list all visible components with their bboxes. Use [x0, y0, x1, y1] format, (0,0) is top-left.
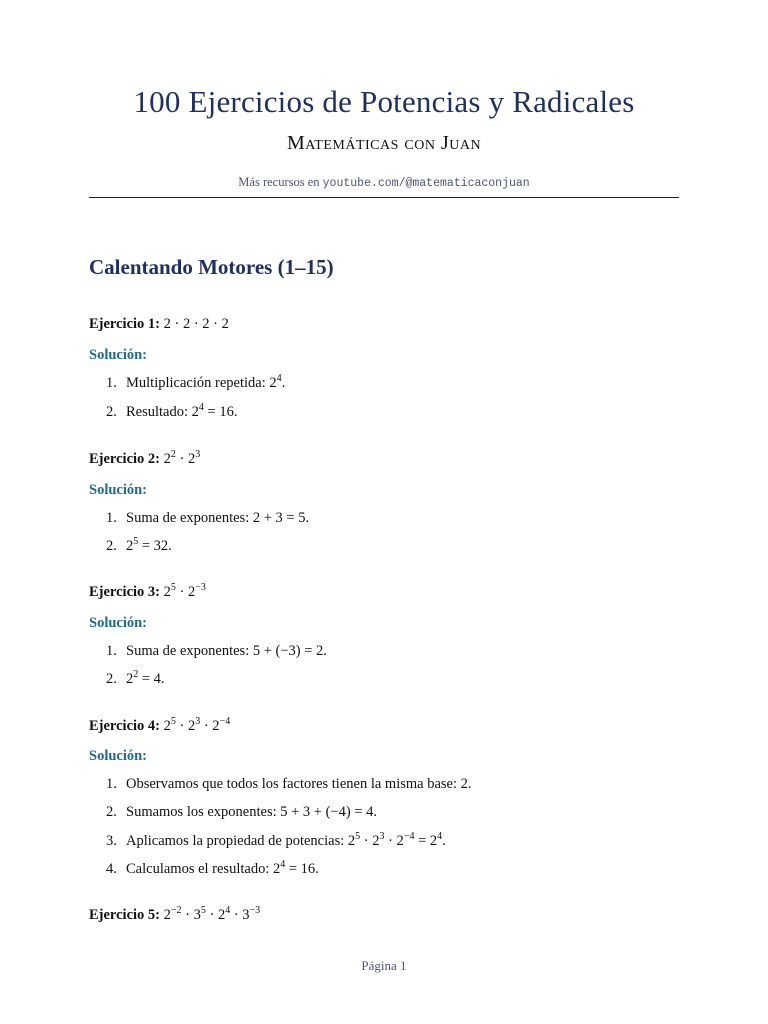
step-number: 4. — [106, 861, 117, 877]
step-text: Calculamos el resultado: $2^4 = 16$. — [126, 859, 319, 877]
page-number: Página 1 — [361, 958, 407, 973]
exercise-5 — [89, 907, 260, 924]
solution-step — [106, 404, 237, 421]
exercise-expression: 2 · 2 · 2 · 2 — [163, 316, 229, 332]
solution-step — [106, 833, 446, 850]
exercise-label: Ejercicio 5: — [89, 907, 160, 923]
resources-line — [0, 175, 768, 190]
step-text: Sumamos los exponentes: 5 + 3 + (−4) = 4. — [126, 804, 377, 820]
exercise-2 — [89, 451, 200, 468]
exercise-1 — [89, 316, 229, 333]
solution-step — [106, 510, 309, 527]
solution-step — [106, 776, 472, 793]
exercise-label: Ejercicio 4: — [89, 718, 160, 734]
step-number: 2. — [106, 404, 117, 420]
resources-prefix: Más recursos en — [238, 175, 320, 189]
step-text: $2^5 = 32$. — [126, 536, 172, 554]
step-text: Suma de exponentes: 5 + (−3) = 2. — [126, 643, 327, 659]
resources-link[interactable]: youtube.com/@matematicaconjuan — [322, 177, 530, 190]
step-number: 1. — [106, 375, 117, 391]
solution-label: Solución: — [89, 347, 148, 363]
step-number: 2. — [106, 538, 117, 554]
exercise-expression: $2^5 \cdot 2^3 \cdot 2^{-4}$ — [163, 716, 231, 734]
document-subtitle: Matemáticas con Juan — [286, 132, 482, 154]
section-title: Calentando Motores (1–15) — [89, 255, 334, 279]
solution-step — [106, 643, 327, 660]
exercise-3 — [89, 584, 206, 601]
solution-step — [106, 375, 285, 392]
solution-step — [106, 861, 319, 878]
step-number: 1. — [106, 643, 117, 659]
exercise-label: Ejercicio 3: — [89, 584, 160, 600]
solution-step — [106, 804, 377, 821]
exercise-4 — [89, 718, 230, 735]
header-rule — [89, 197, 679, 198]
exercise-label: Ejercicio 2: — [89, 451, 160, 467]
step-number: 1. — [106, 776, 117, 792]
solution-step — [106, 538, 172, 555]
step-text: $2^2 = 4$. — [126, 669, 165, 687]
solution-step — [106, 671, 165, 688]
document-title: 100 Ejercicios de Potencias y Radicales — [133, 84, 635, 119]
step-text: Suma de exponentes: 2 + 3 = 5. — [126, 510, 310, 526]
step-number: 3. — [106, 833, 117, 849]
step-number: 1. — [106, 510, 117, 526]
solution-label: Solución: — [89, 748, 148, 764]
step-text: Resultado: $2^4 = 16$. — [126, 402, 238, 420]
step-number: 2. — [106, 804, 117, 820]
solution-label: Solución: — [89, 482, 148, 498]
exercise-expression: $2^{-2} \cdot 3^5 \cdot 2^4 \cdot 3^{-3}$ — [163, 905, 261, 923]
step-number: 2. — [106, 671, 117, 687]
step-text: Observamos que todos los factores tienen la misma base: 2. — [126, 776, 472, 792]
step-text: Aplicamos la propiedad de potencias: $2^5 \cdot 2^3 \cdot 2^{-4} = 2^4$. — [126, 831, 446, 849]
exercise-expression: $2^2 \cdot 2^3$ — [163, 449, 201, 467]
exercise-expression: $2^5 \cdot 2^{-3}$ — [163, 582, 206, 600]
step-text: Multiplicación repetida: $2^4$. — [126, 373, 286, 391]
solution-label: Solución: — [89, 615, 148, 631]
exercise-label: Ejercicio 1: — [89, 316, 160, 332]
